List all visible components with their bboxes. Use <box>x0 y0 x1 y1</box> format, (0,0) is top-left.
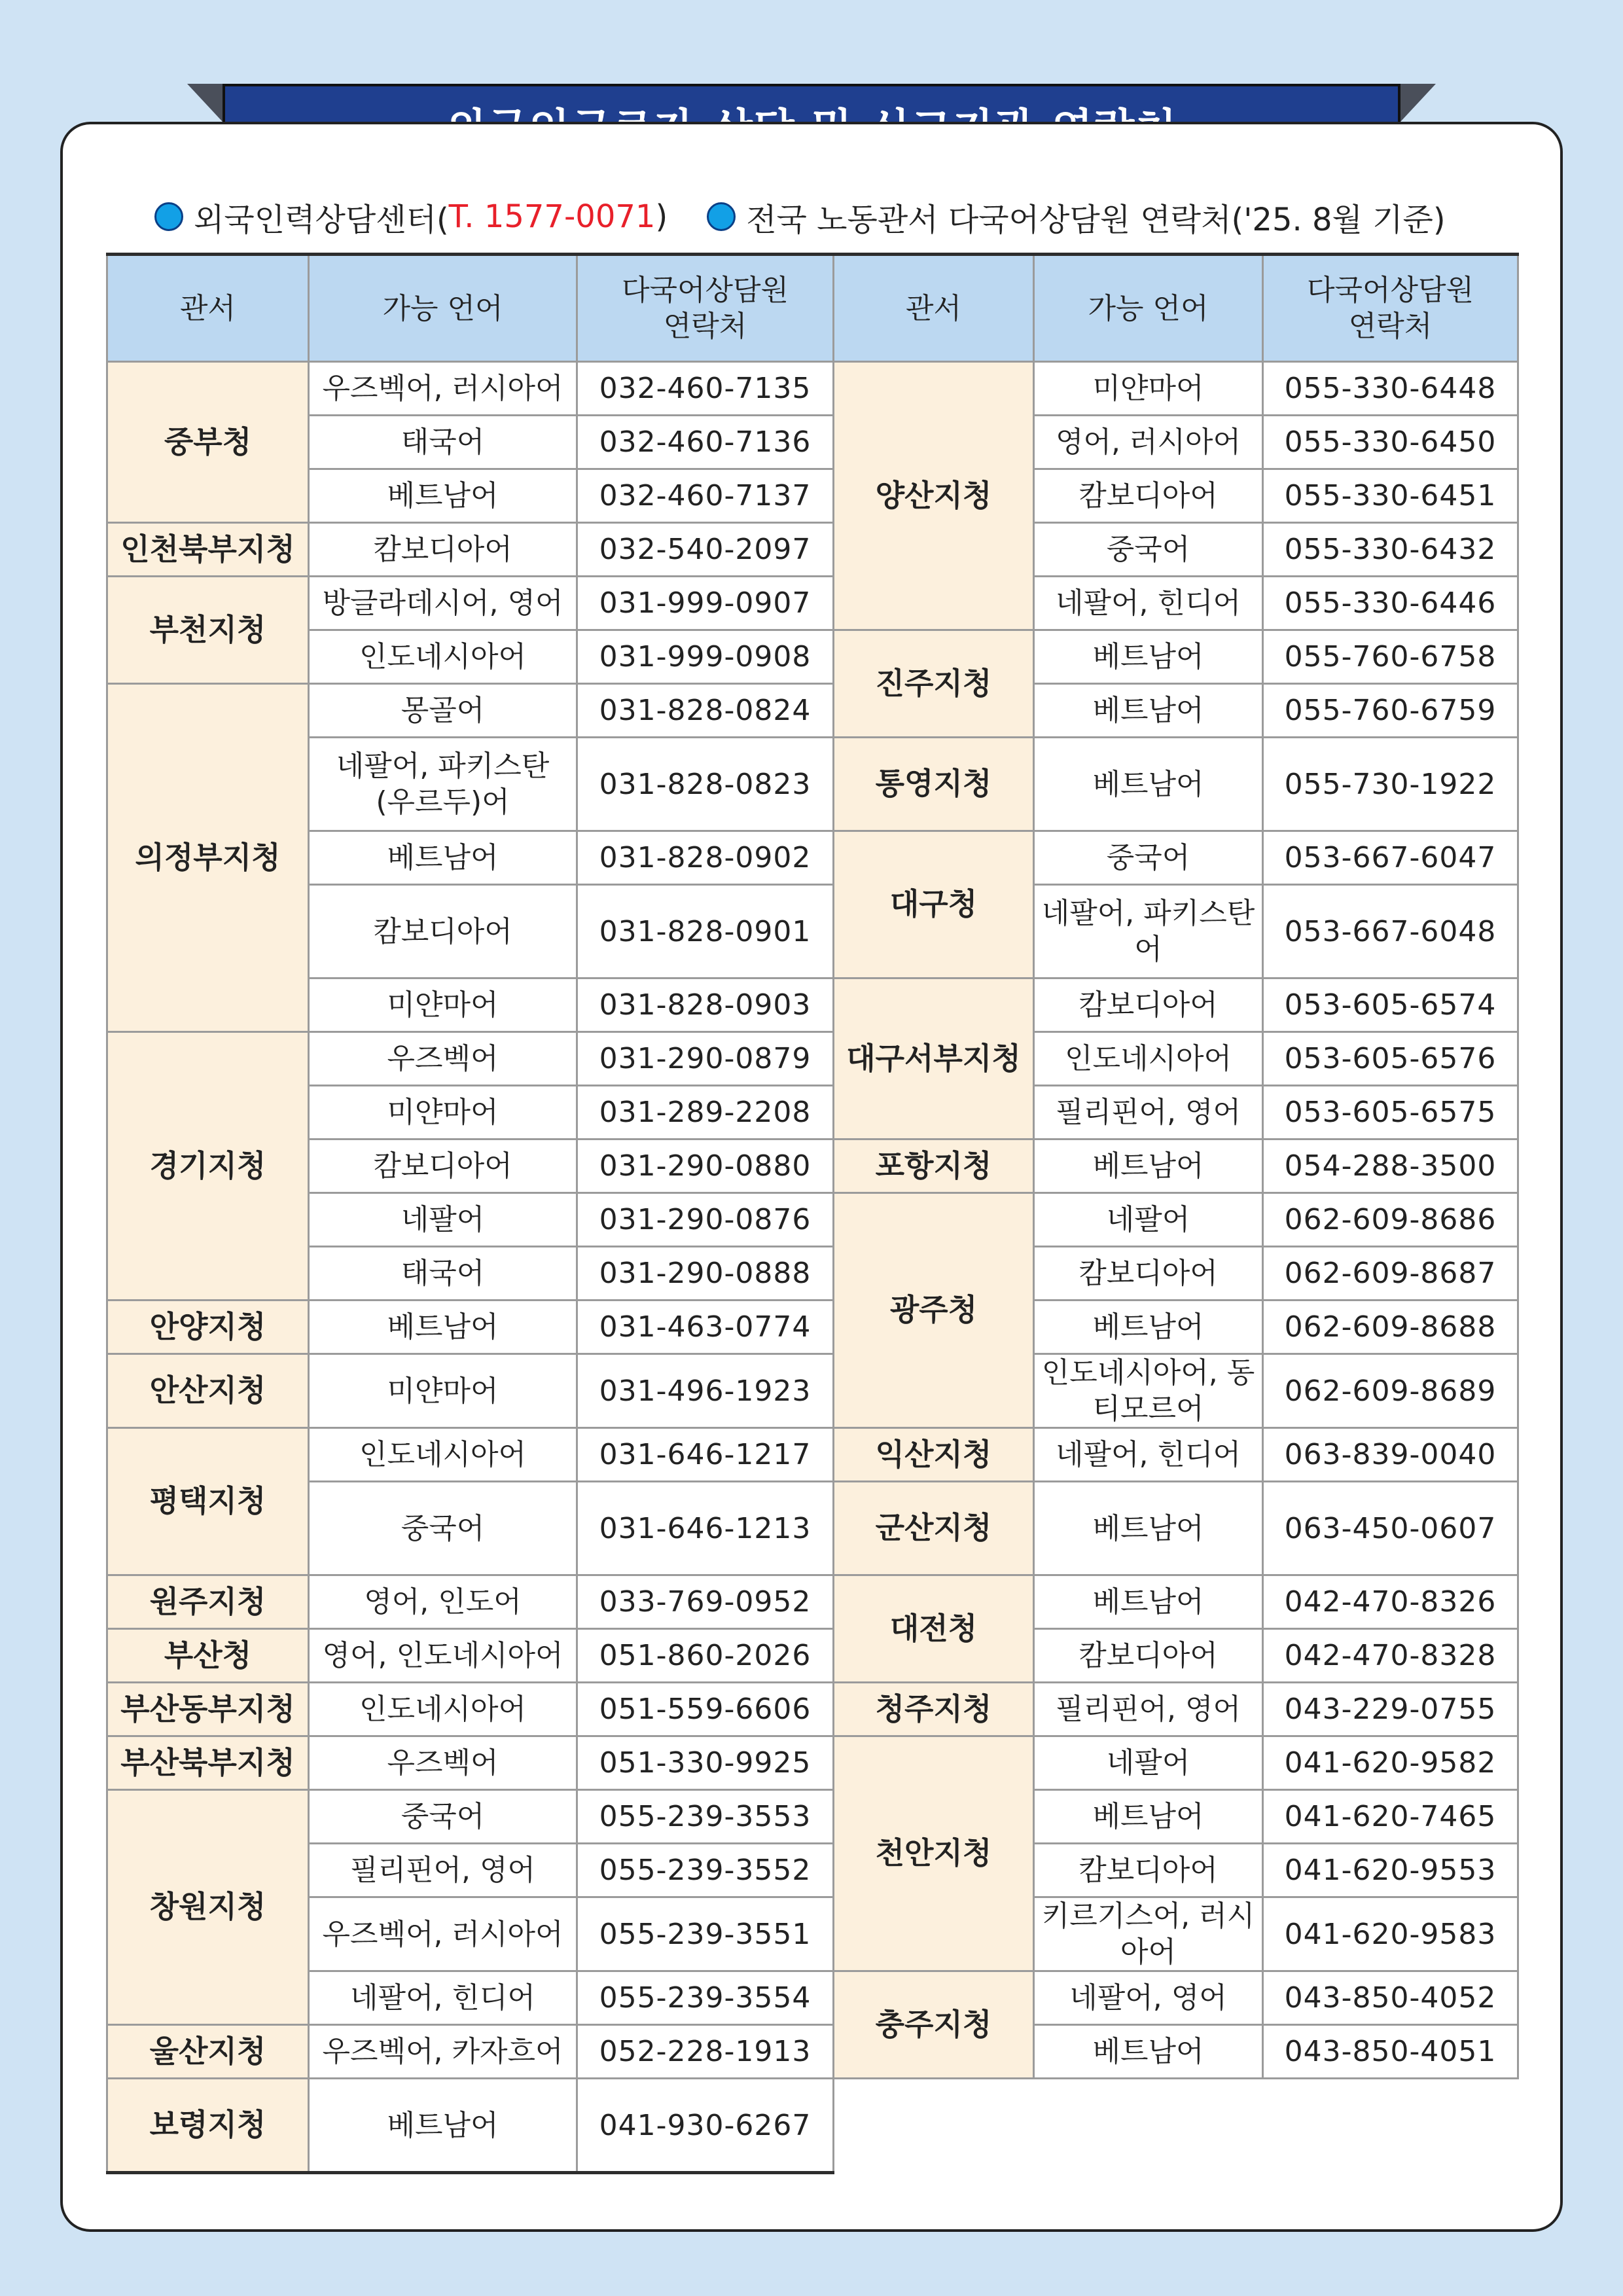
legend-offices-label: 전국 노동관서 다국어상담원 연락처('25. 8월 기준) <box>746 201 1446 238</box>
table-row <box>107 1736 1518 1790</box>
header-office: 관서 <box>834 255 1034 362</box>
office-cell: 원주지청 <box>107 1575 309 1629</box>
language-cell: 미얀마어 <box>309 978 577 1032</box>
language-cell: 네팔어, 파키스탄어 <box>1034 885 1263 978</box>
legend-hotline-label: 외국인력상담센터( <box>194 201 449 238</box>
table-row <box>107 684 1518 738</box>
header-contact <box>577 255 834 362</box>
language-cell: 베트남어 <box>1034 630 1263 684</box>
office-cell: 천안지청 <box>834 1736 1034 1971</box>
phone-cell: 031-290-0879 <box>577 1032 834 1086</box>
language-cell: 베트남어 <box>309 1300 577 1354</box>
table-row <box>107 978 1518 1032</box>
office-cell: 충주지청 <box>834 1971 1034 2079</box>
phone-cell: 063-450-0607 <box>1263 1482 1518 1575</box>
phone-cell: 042-470-8326 <box>1263 1575 1518 1629</box>
language-cell: 캄보디아어 <box>1034 1247 1263 1300</box>
phone-cell: 041-620-7465 <box>1263 1790 1518 1844</box>
language-cell: 베트남어 <box>309 2079 577 2173</box>
office-cell: 진주지청 <box>834 630 1034 738</box>
language-cell: 베트남어 <box>1034 684 1263 738</box>
language-cell: 우즈벡어, 카자흐어 <box>309 2025 577 2079</box>
language-cell: 네팔어, 힌디어 <box>1034 1428 1263 1482</box>
phone-cell: 031-463-0774 <box>577 1300 834 1354</box>
contacts-table <box>106 253 1519 2174</box>
language-cell: 베트남어 <box>1034 1300 1263 1354</box>
language-cell: 중국어 <box>1034 523 1263 577</box>
phone-cell: 043-850-4051 <box>1263 2025 1518 2079</box>
language-cell: 캄보디아어 <box>309 523 577 577</box>
phone-cell: 051-860-2026 <box>577 1629 834 1683</box>
phone-cell: 052-228-1913 <box>577 2025 834 2079</box>
language-cell: 필리핀어, 영어 <box>309 1844 577 1897</box>
header-language: 가능 언어 <box>309 255 577 362</box>
language-cell: 베트남어 <box>1034 1790 1263 1844</box>
legend-item-hotline <box>154 194 668 240</box>
phone-cell: 031-999-0908 <box>577 630 834 684</box>
phone-cell: 032-540-2097 <box>577 523 834 577</box>
language-cell: 캄보디아어 <box>1034 1629 1263 1683</box>
office-cell: 대전청 <box>834 1575 1034 1683</box>
language-cell: 인도네시아어, 동티모르어 <box>1034 1354 1263 1428</box>
table-row <box>107 1683 1518 1736</box>
table-row <box>107 1629 1518 1683</box>
table-row <box>107 2025 1518 2079</box>
language-cell: 우즈벡어 <box>309 1736 577 1790</box>
table-row <box>107 577 1518 630</box>
phone-cell: 055-239-3553 <box>577 1790 834 1844</box>
table-row <box>107 1428 1518 1482</box>
language-cell: 태국어 <box>309 1247 577 1300</box>
office-cell: 군산지청 <box>834 1482 1034 1575</box>
office-cell: 인천북부지청 <box>107 523 309 577</box>
office-cell: 중부청 <box>107 362 309 523</box>
phone-cell: 055-330-6446 <box>1263 577 1518 630</box>
office-cell: 의정부지청 <box>107 684 309 1032</box>
phone-cell: 053-605-6575 <box>1263 1086 1518 1139</box>
bullet-dot-icon <box>154 202 183 231</box>
language-cell: 캄보디아어 <box>309 885 577 978</box>
phone-cell: 053-667-6047 <box>1263 831 1518 885</box>
phone-cell: 062-609-8688 <box>1263 1300 1518 1354</box>
table-row <box>107 885 1518 978</box>
table-row <box>107 1354 1518 1428</box>
table-body <box>107 362 1518 2173</box>
table-row <box>107 1032 1518 1086</box>
language-cell: 우즈벡어 <box>309 1032 577 1086</box>
office-cell: 대구서부지청 <box>834 978 1034 1139</box>
phone-cell: 041-620-9583 <box>1263 1897 1518 1971</box>
phone-cell: 055-760-6758 <box>1263 630 1518 684</box>
office-cell: 창원지청 <box>107 1790 309 2025</box>
language-cell: 방글라데시어, 영어 <box>309 577 577 630</box>
phone-cell: 053-667-6048 <box>1263 885 1518 978</box>
phone-cell: 031-646-1217 <box>577 1428 834 1482</box>
legend <box>154 194 1529 240</box>
phone-cell: 062-609-8687 <box>1263 1247 1518 1300</box>
bullet-dot-icon <box>707 202 736 231</box>
phone-cell: 041-930-6267 <box>577 2079 834 2173</box>
table-row <box>107 1790 1518 1844</box>
table-row <box>107 469 1518 523</box>
language-cell: 미얀마어 <box>1034 362 1263 416</box>
phone-cell: 051-330-9925 <box>577 1736 834 1790</box>
language-cell: 네팔어, 힌디어 <box>309 1971 577 2025</box>
legend-item-offices <box>707 194 1445 240</box>
phone-cell: 041-620-9553 <box>1263 1844 1518 1897</box>
table-row <box>107 1300 1518 1354</box>
phone-cell: 062-609-8689 <box>1263 1354 1518 1428</box>
language-cell: 캄보디아어 <box>1034 978 1263 1032</box>
language-cell: 미얀마어 <box>309 1354 577 1428</box>
language-cell: 네팔어 <box>309 1193 577 1247</box>
phone-cell: 041-620-9582 <box>1263 1736 1518 1790</box>
language-cell: 베트남어 <box>1034 738 1263 831</box>
phone-cell: 031-828-0901 <box>577 885 834 978</box>
language-cell: 인도네시아어 <box>309 1428 577 1482</box>
table-row <box>107 1897 1518 1971</box>
phone-cell: 053-605-6576 <box>1263 1032 1518 1086</box>
language-cell: 베트남어 <box>1034 1575 1263 1629</box>
office-cell: 경기지청 <box>107 1032 309 1300</box>
language-cell: 중국어 <box>309 1790 577 1844</box>
office-cell: 울산지청 <box>107 2025 309 2079</box>
phone-cell: 055-239-3552 <box>577 1844 834 1897</box>
office-cell: 부천지청 <box>107 577 309 684</box>
language-cell: 필리핀어, 영어 <box>1034 1683 1263 1736</box>
table-row <box>107 630 1518 684</box>
office-cell: 포항지청 <box>834 1139 1034 1193</box>
legend-hotline-close: ) <box>655 198 668 235</box>
phone-cell: 031-828-0903 <box>577 978 834 1032</box>
phone-cell: 031-828-0824 <box>577 684 834 738</box>
office-cell: 부산동부지청 <box>107 1683 309 1736</box>
office-cell: 부산북부지청 <box>107 1736 309 1790</box>
phone-cell: 054-288-3500 <box>1263 1139 1518 1193</box>
table-row <box>107 416 1518 469</box>
table-row <box>107 523 1518 577</box>
phone-cell: 031-646-1213 <box>577 1482 834 1575</box>
phone-cell: 032-460-7136 <box>577 416 834 469</box>
language-cell: 베트남어 <box>1034 1482 1263 1575</box>
phone-cell: 043-229-0755 <box>1263 1683 1518 1736</box>
phone-cell: 055-239-3551 <box>577 1897 834 1971</box>
language-cell: 인도네시아어 <box>309 1683 577 1736</box>
phone-cell: 055-330-6432 <box>1263 523 1518 577</box>
table-row <box>107 1193 1518 1247</box>
phone-cell: 055-239-3554 <box>577 1971 834 2025</box>
phone-cell: 031-828-0902 <box>577 831 834 885</box>
office-cell: 보령지청 <box>107 2079 309 2173</box>
language-cell: 인도네시아어 <box>1034 1032 1263 1086</box>
phone-cell: 055-330-6448 <box>1263 362 1518 416</box>
phone-cell: 033-769-0952 <box>577 1575 834 1629</box>
office-cell: 청주지청 <box>834 1683 1034 1736</box>
banner-fold-right <box>1400 84 1436 122</box>
phone-cell: 063-839-0040 <box>1263 1428 1518 1482</box>
header-language: 가능 언어 <box>1034 255 1263 362</box>
office-cell: 대구청 <box>834 831 1034 978</box>
language-cell: 캄보디아어 <box>309 1139 577 1193</box>
language-cell: 영어, 인도네시아어 <box>309 1629 577 1683</box>
language-cell: 중국어 <box>309 1482 577 1575</box>
table-row <box>107 2079 1518 2173</box>
header-contact-line2: 연락처 <box>1348 310 1433 343</box>
table-row <box>107 1086 1518 1139</box>
language-cell: 네팔어, 영어 <box>1034 1971 1263 2025</box>
header-contact <box>1263 255 1518 362</box>
language-cell: 베트남어 <box>1034 1139 1263 1193</box>
language-cell: 필리핀어, 영어 <box>1034 1086 1263 1139</box>
header-contact-line1: 다국어상담원 <box>621 274 789 307</box>
table-row <box>107 738 1518 831</box>
phone-cell: 032-460-7135 <box>577 362 834 416</box>
language-cell: 미얀마어 <box>309 1086 577 1139</box>
office-cell: 안산지청 <box>107 1354 309 1428</box>
phone-cell: 055-760-6759 <box>1263 684 1518 738</box>
language-cell: 베트남어 <box>309 469 577 523</box>
header-contact-line1: 다국어상담원 <box>1306 274 1474 307</box>
language-cell: 캄보디아어 <box>1034 1844 1263 1897</box>
language-cell: 태국어 <box>309 416 577 469</box>
phone-cell: 031-290-0880 <box>577 1139 834 1193</box>
phone-cell: 032-460-7137 <box>577 469 834 523</box>
table-row <box>107 831 1518 885</box>
phone-cell: 062-609-8686 <box>1263 1193 1518 1247</box>
language-cell: 우즈벡어, 러시아어 <box>309 1897 577 1971</box>
language-cell: 우즈벡어, 러시아어 <box>309 362 577 416</box>
phone-cell: 031-496-1923 <box>577 1354 834 1428</box>
table-row <box>107 1971 1518 2025</box>
office-cell: 양산지청 <box>834 362 1034 630</box>
office-cell: 평택지청 <box>107 1428 309 1575</box>
language-cell: 중국어 <box>1034 831 1263 885</box>
table-row <box>107 1247 1518 1300</box>
language-cell: 키르기스어, 러시아어 <box>1034 1897 1263 1971</box>
office-cell: 익산지청 <box>834 1428 1034 1482</box>
phone-cell: 055-730-1922 <box>1263 738 1518 831</box>
office-cell: 통영지청 <box>834 738 1034 831</box>
table-row <box>107 1844 1518 1897</box>
header-contact-line2: 연락처 <box>663 310 747 343</box>
phone-cell: 042-470-8328 <box>1263 1629 1518 1683</box>
language-cell: 베트남어 <box>309 831 577 885</box>
table-row <box>107 1139 1518 1193</box>
phone-cell: 031-290-0876 <box>577 1193 834 1247</box>
language-cell: 네팔어 <box>1034 1736 1263 1790</box>
header-office: 관서 <box>107 255 309 362</box>
language-cell: 몽골어 <box>309 684 577 738</box>
language-cell: 네팔어, 파키스탄 (우르두)어 <box>309 738 577 831</box>
language-cell: 네팔어 <box>1034 1193 1263 1247</box>
phone-cell: 043-850-4052 <box>1263 1971 1518 2025</box>
phone-cell: 055-330-6451 <box>1263 469 1518 523</box>
phone-cell: 031-289-2208 <box>577 1086 834 1139</box>
banner-fold-left <box>187 84 223 122</box>
table-row <box>107 1575 1518 1629</box>
office-cell: 부산청 <box>107 1629 309 1683</box>
legend-hotline-phone: T. 1577-0071 <box>448 198 656 235</box>
language-cell: 캄보디아어 <box>1034 469 1263 523</box>
phone-cell: 031-290-0888 <box>577 1247 834 1300</box>
office-cell: 광주청 <box>834 1193 1034 1428</box>
table-row <box>107 1482 1518 1575</box>
language-cell: 베트남어 <box>1034 2025 1263 2079</box>
language-cell: 네팔어, 힌디어 <box>1034 577 1263 630</box>
table-row <box>107 362 1518 416</box>
phone-cell: 055-330-6450 <box>1263 416 1518 469</box>
phone-cell: 051-559-6606 <box>577 1683 834 1736</box>
language-cell: 인도네시아어 <box>309 630 577 684</box>
language-cell: 영어, 러시아어 <box>1034 416 1263 469</box>
phone-cell: 053-605-6574 <box>1263 978 1518 1032</box>
language-cell: 영어, 인도어 <box>309 1575 577 1629</box>
table-header-row <box>107 255 1518 362</box>
phone-cell: 031-828-0823 <box>577 738 834 831</box>
office-cell: 안양지청 <box>107 1300 309 1354</box>
phone-cell: 031-999-0907 <box>577 577 834 630</box>
